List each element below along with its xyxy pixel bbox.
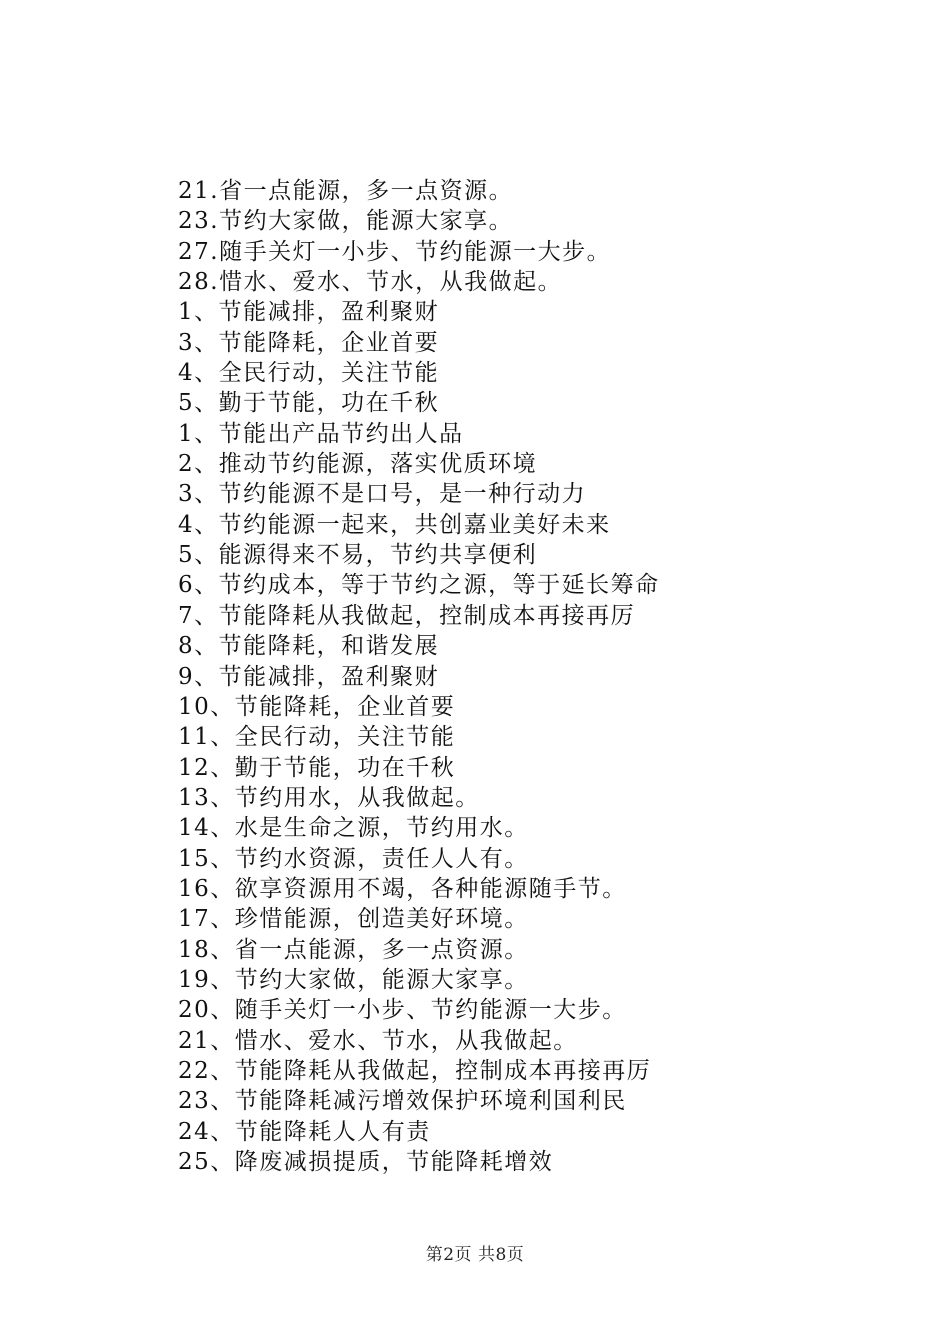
- text-line: 28.惜水、爱水、节水，从我做起。: [178, 269, 563, 296]
- text-line: 23.节约大家做，能源大家享。: [178, 208, 514, 235]
- text-line: 7、节能降耗从我做起，控制成本再接再厉: [178, 602, 636, 629]
- text-line: 18、省一点能源，多一点资源。: [178, 936, 529, 963]
- text-line: 1、节能出产品节约出人品: [178, 420, 464, 447]
- text-line: 27.随手关灯一小步、节约能源一大步。: [178, 238, 612, 265]
- text-line: 13、节约用水，从我做起。: [178, 784, 480, 811]
- text-line: 5、能源得来不易，节约共享便利: [178, 542, 538, 569]
- text-line: 4、全民行动，关注节能: [178, 360, 440, 387]
- text-line: 10、节能降耗，企业首要: [178, 693, 456, 720]
- text-line: 1、节能减排，盈利聚财: [178, 299, 440, 326]
- text-line: 15、节约水资源，责任人人有。: [178, 845, 529, 872]
- text-line: 21.省一点能源，多一点资源。: [178, 178, 514, 204]
- text-line: 25、降废减损提质，节能降耗增效: [178, 1149, 554, 1175]
- slogan-list: [178, 176, 878, 1177]
- text-line: 2、推动节约能源，落实优质环境: [178, 451, 538, 478]
- text-line: 17、珍惜能源，创造美好环境。: [178, 906, 529, 933]
- text-line: 6、节约成本，等于节约之源，等于延长筹命: [178, 572, 660, 599]
- text-line: 20、随手关灯一小步、节约能源一大步。: [178, 997, 627, 1024]
- text-line: 11、全民行动，关注节能: [178, 724, 456, 751]
- text-line: 12、勤于节能，功在千秋: [178, 754, 456, 781]
- text-line: 9、节能减排，盈利聚财: [178, 663, 440, 690]
- text-line: 19、节约大家做，能源大家享。: [178, 966, 529, 993]
- text-line: 3、节约能源不是口号，是一种行动力: [178, 481, 587, 508]
- text-line: 24、节能降耗人人有责: [178, 1118, 431, 1145]
- text-line: 4、节约能源一起来，共创嘉业美好未来: [178, 511, 611, 538]
- text-line: 5、勤于节能，功在千秋: [178, 390, 440, 417]
- text-line: 21、惜水、爱水、节水，从我做起。: [178, 1027, 578, 1054]
- text-line: 8、节能降耗，和谐发展: [178, 633, 440, 660]
- text-line: 22、节能降耗从我做起，控制成本再接再厉: [178, 1057, 652, 1084]
- text-line: 3、节能降耗，企业首要: [178, 329, 440, 356]
- text-line: 23、节能降耗减污增效保护环境利国利民: [178, 1088, 627, 1115]
- text-line: 16、欲享资源用不竭，各种能源随手节。: [178, 875, 627, 902]
- page-footer: 第2页 共8页: [425, 1245, 525, 1265]
- text-line: 14、水是生命之源，节约用水。: [178, 815, 529, 842]
